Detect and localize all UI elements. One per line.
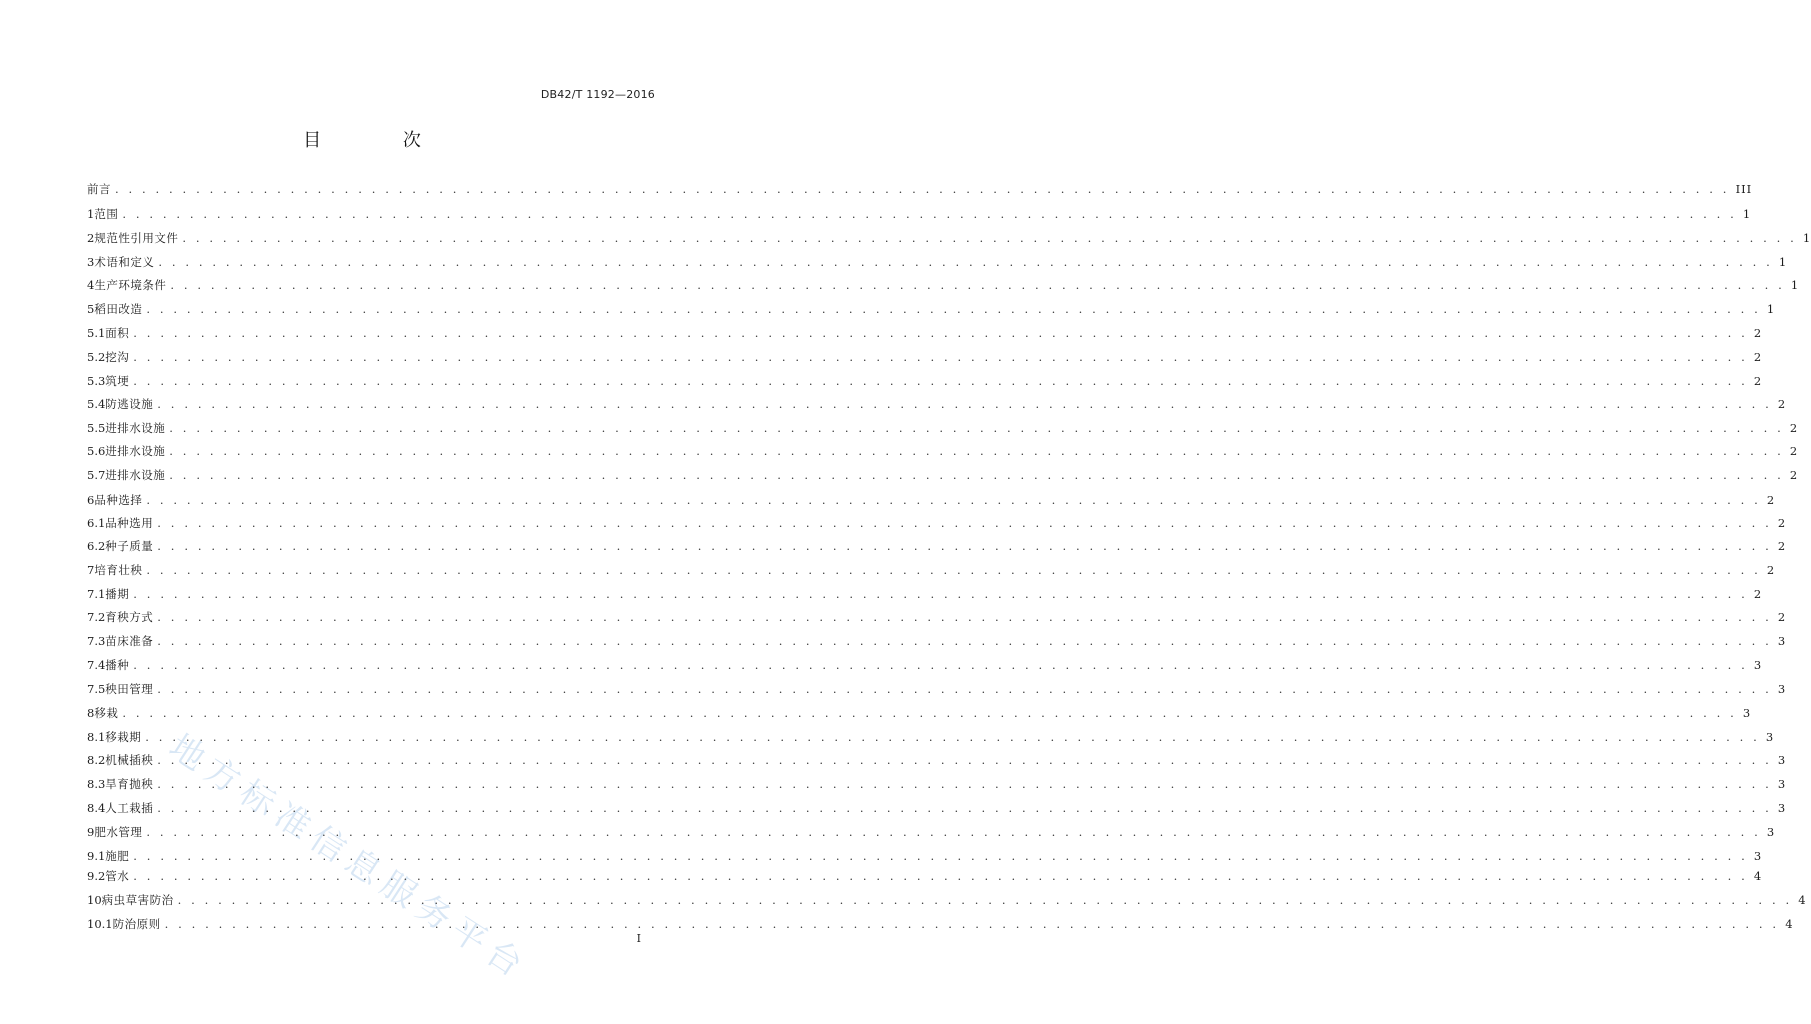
dot-leader: . . . . . . . . . . . . . . . . . . . . . . . . . . . . . . . . . . . . . . . . . . . . . . . . . . . . . . . . . . . . . . . . . . . . . . . . . . . . . . . . . . . . . . . . . . . . . . . . . . . . . . . . . . . . . . . . . . . . . . . . (157, 753, 1772, 767)
toc-entry-page: 2 (1789, 468, 1799, 482)
dot-leader: . . . . . . . . . . . . . . . . . . . . . . . . . . . . . . . . . . . . . . . . . . . . . . . . . . . . . . . . . . . . . . . . . . . . . . . . . . . . . . . . . . . . . . . . . . . . . . . . . . . . . . . . . . . . . . . . . . . . . . . . (146, 563, 1761, 577)
dot-leader: . . . . . . . . . . . . . . . . . . . . . . . . . . . . . . . . . . . . . . . . . . . . . . . . . . . . . . . . . . . . . . . . . . . . . . . . . . . . . . . . . . . . . . . . . . . . . . . . . . . . . . . . . . . . . . . . . . . . . . . . (133, 658, 1748, 672)
toc-entry[interactable] (87, 180, 1753, 198)
toc-entry-label: 管水 (105, 869, 130, 883)
toc-entry-page: III (1735, 182, 1753, 196)
toc-entry-number: 5.1 (87, 326, 106, 340)
toc-entry-page: 1 (1742, 207, 1752, 221)
toc-entry-label: 面积 (105, 326, 130, 340)
toc-entry-page: 3 (1753, 658, 1763, 672)
toc-entry-number: 5.2 (87, 350, 106, 364)
toc-entry-page: 1 (1778, 255, 1788, 269)
toc-entry-page: 2 (1766, 493, 1776, 507)
toc-entry-label: 移栽 (94, 706, 119, 720)
dot-leader: . . . . . . . . . . . . . . . . . . . . . . . . . . . . . . . . . . . . . . . . . . . . . . . . . . . . . . . . . . . . . . . . . . . . . . . . . . . . . . . . . . . . . . . . . . . . . . . . . . . . . . . . . . . . . . . . . . . . . . . . (164, 917, 1780, 931)
dot-leader: . . . . . . . . . . . . . . . . . . . . . . . . . . . . . . . . . . . . . . . . . . . . . . . . . . . . . . . . . . . . . . . . . . . . . . . . . . . . . . . . . . . . . . . . . . . . . . . . . . . . . . . . . . . . . . . . . . . . . . . . (133, 869, 1748, 883)
toc-entry-page: 4 (1798, 893, 1807, 907)
toc-entry-label: 筑埂 (105, 374, 130, 388)
toc-entry[interactable] (87, 372, 1763, 390)
dot-leader: . . . . . . . . . . . . . . . . . . . . . . . . . . . . . . . . . . . . . . . . . . . . . . . . . . . . . . . . . . . . . . . . . . . . . . . . . . . . . . . . . . . . . . . . . . . . . . . . . . . . . . . . . . . . . . . . . . . . . . . . (146, 302, 1761, 316)
toc-entry[interactable] (87, 561, 1776, 579)
toc-entry-number: 9.2 (87, 869, 106, 883)
toc-entry[interactable] (87, 632, 1787, 650)
toc-entry-number: 8.4 (87, 801, 106, 815)
toc-entry-label: 防逃设施 (105, 397, 154, 411)
toc-entry-page: 2 (1777, 539, 1787, 553)
dot-leader: . . . . . . . . . . . . . . . . . . . . . . . . . . . . . . . . . . . . . . . . . . . . . . . . . . . . . . . . . . . . . . . . . . . . . . . . . . . . . . . . . . . . . . . . . . . . . . . . . . . . . . . . . . . . . . . . . . . . . . . . (177, 893, 1793, 907)
toc-entry-number: 6 (87, 493, 95, 507)
toc-entry-page: 2 (1789, 444, 1799, 458)
toc-entry[interactable] (87, 891, 1807, 909)
dot-leader: . . . . . . . . . . . . . . . . . . . . . . . . . . . . . . . . . . . . . . . . . . . . . . . . . . . . . . . . . . . . . . . . . . . . . . . . . . . . . . . . . . . . . . . . . . . . . . . . . . . . . . . . . . . . . . . . . . . . . . . . (157, 610, 1772, 624)
toc-entry-number: 9.1 (87, 849, 106, 863)
toc-entry-label: 苗床准备 (105, 634, 154, 648)
toc-entry-label: 播期 (105, 587, 130, 601)
toc-entry[interactable] (87, 276, 1800, 294)
toc-entry-page: 2 (1777, 610, 1787, 624)
toc-entry[interactable] (87, 847, 1763, 865)
toc-entry-number: 7 (87, 563, 95, 577)
toc-entry[interactable] (87, 348, 1763, 366)
toc-entry-number: 5.6 (87, 444, 106, 458)
dot-leader: . . . . . . . . . . . . . . . . . . . . . . . . . . . . . . . . . . . . . . . . . . . . . . . . . . . . . . . . . . . . . . . . . . . . . . . . . . . . . . . . . . . . . . . . . . . . . . . . . . . . . . . . . . . . . . . . . . . . . . . . (133, 326, 1748, 340)
toc-entry[interactable] (87, 585, 1763, 603)
dot-leader: . . . . . . . . . . . . . . . . . . . . . . . . . . . . . . . . . . . . . . . . . . . . . . . . . . . . . . . . . . . . . . . . . . . . . . . . . . . . . . . . . . . . . . . . . . . . . . . . . . . . . . . . . . . . . . . . . . . . . . . . (146, 825, 1761, 839)
toc-entry-number: 10 (87, 893, 102, 907)
toc-entry-page: 3 (1777, 777, 1787, 791)
dot-leader: . . . . . . . . . . . . . . . . . . . . . . . . . . . . . . . . . . . . . . . . . . . . . . . . . . . . . . . . . . . . . . . . . . . . . . . . . . . . . . . . . . . . . . . . . . . . . . . . . . . . . . . . . . . . . . . . . . . . . . . . (157, 634, 1772, 648)
toc-entry[interactable] (87, 915, 1794, 933)
toc-entry-page: 1 (1802, 231, 1811, 245)
toc-entry-label: 进排水设施 (105, 421, 166, 435)
toc-entry-label: 培育壮秧 (94, 563, 143, 577)
toc-entry-page: 2 (1753, 374, 1763, 388)
toc-entry-label: 施肥 (105, 849, 130, 863)
toc-entry-number: 8.2 (87, 753, 106, 767)
dot-leader: . . . . . . . . . . . . . . . . . . . . . . . . . . . . . . . . . . . . . . . . . . . . . . . . . . . . . . . . . . . . . . . . . . . . . . . . . . . . . . . . . . . . . . . . . . . . . . . . . . . . . . . . . . . . . . . . . . . . . . . . (133, 350, 1748, 364)
toc-entry-page: 4 (1753, 869, 1763, 883)
toc-entry-page: 2 (1753, 587, 1763, 601)
toc-entry-number: 5.4 (87, 397, 106, 411)
dot-leader: . . . . . . . . . . . . . . . . . . . . . . . . . . . . . . . . . . . . . . . . . . . . . . . . . . . . . . . . . . . . . . . . . . . . . . . . . . . . . . . . . . . . . . . . . . . . . . . . . . . . . . . . . . . . . . . . . . . . . . . . (133, 374, 1748, 388)
toc-entry-label: 肥水管理 (94, 825, 143, 839)
dot-leader: . . . . . . . . . . . . . . . . . . . . . . . . . . . . . . . . . . . . . . . . . . . . . . . . . . . . . . . . . . . . . . . . . . . . . . . . . . . . . . . . . . . . . . . . . . . . . . . . . . . . . . . . . . . . . . . . . . . . . . . . (115, 182, 1730, 196)
toc-entry-number: 7.4 (87, 658, 106, 672)
toc-entry-page: 2 (1777, 516, 1787, 530)
dot-leader: . . . . . . . . . . . . . . . . . . . . . . . . . . . . . . . . . . . . . . . . . . . . . . . . . . . . . . . . . . . . . . . . . . . . . . . . . . . . . . . . . . . . . . . . . . . . . . . . . . . . . . . . . . . . . . . . . . . . . . . . (170, 278, 1785, 292)
dot-leader: . . . . . . . . . . . . . . . . . . . . . . . . . . . . . . . . . . . . . . . . . . . . . . . . . . . . . . . . . . . . . . . . . . . . . . . . . . . . . . . . . . . . . . . . . . . . . . . . . . . . . . . . . . . . . . . . . . . . . . . . (169, 421, 1784, 435)
toc-entry-label: 防治原则 (112, 917, 161, 931)
toc-entry-label: 播种 (105, 658, 130, 672)
document-code: DB42/T 1192—2016 (540, 88, 655, 101)
toc-entry-page: 3 (1765, 730, 1775, 744)
toc-entry-number: 5.5 (87, 421, 106, 435)
dot-leader: . . . . . . . . . . . . . . . . . . . . . . . . . . . . . . . . . . . . . . . . . . . . . . . . . . . . . . . . . . . . . . . . . . . . . . . . . . . . . . . . . . . . . . . . . . . . . . . . . . . . . . . . . . . . . . . . . . . . . . . . (157, 539, 1772, 553)
toc-entry[interactable] (87, 867, 1763, 885)
dot-leader: . . . . . . . . . . . . . . . . . . . . . . . . . . . . . . . . . . . . . . . . . . . . . . . . . . . . . . . . . . . . . . . . . . . . . . . . . . . . . . . . . . . . . . . . . . . . . . . . . . . . . . . . . . . . . . . . . . . . . . . . (122, 706, 1737, 720)
toc-entry-number: 4 (87, 278, 95, 292)
toc-entry-number: 5.7 (87, 468, 106, 482)
toc-entry-label: 规范性引用文件 (94, 231, 179, 245)
toc-entry-label: 稻田改造 (94, 302, 143, 316)
toc-entry-label: 机械插秧 (105, 753, 154, 767)
dot-leader: . . . . . . . . . . . . . . . . . . . . . . . . . . . . . . . . . . . . . . . . . . . . . . . . . . . . . . . . . . . . . . . . . . . . . . . . . . . . . . . . . . . . . . . . . . . . . . . . . . . . . . . . . . . . . . . . . . . . . . . . (122, 207, 1737, 221)
dot-leader: . . . . . . . . . . . . . . . . . . . . . . . . . . . . . . . . . . . . . . . . . . . . . . . . . . . . . . . . . . . . . . . . . . . . . . . . . . . . . . . . . . . . . . . . . . . . . . . . . . . . . . . . . . . . . . . . . . . . . . . . (133, 849, 1748, 863)
toc-entry[interactable] (87, 466, 1799, 484)
dot-leader: . . . . . . . . . . . . . . . . . . . . . . . . . . . . . . . . . . . . . . . . . . . . . . . . . . . . . . . . . . . . . . . . . . . . . . . . . . . . . . . . . . . . . . . . . . . . . . . . . . . . . . . . . . . . . . . . . . . . . . . . (157, 397, 1772, 411)
toc-entry-page: 3 (1766, 825, 1776, 839)
toc-entry-label: 病虫草害防治 (101, 893, 174, 907)
toc-entry-page: 2 (1789, 421, 1799, 435)
toc-entry[interactable] (87, 419, 1799, 437)
toc-entry-label: 品种选用 (105, 516, 154, 530)
toc-entry-number: 5 (87, 302, 95, 316)
toc-entry-number: 5.3 (87, 374, 106, 388)
toc-entry-number: 6.2 (87, 539, 106, 553)
toc-entry-label: 种子质量 (105, 539, 154, 553)
toc-entry-number: 2 (87, 231, 95, 245)
toc-entry[interactable] (87, 205, 1752, 223)
toc-entry[interactable] (87, 253, 1788, 271)
dot-leader: . . . . . . . . . . . . . . . . . . . . . . . . . . . . . . . . . . . . . . . . . . . . . . . . . . . . . . . . . . . . . . . . . . . . . . . . . . . . . . . . . . . . . . . . . . . . . . . . . . . . . . . . . . . . . . . . . . . . . . . . (157, 516, 1772, 530)
toc-entry-page: 4 (1785, 917, 1794, 931)
toc-entry-page: 2 (1766, 563, 1776, 577)
toc-entry-label: 前言 (87, 182, 111, 196)
toc-entry[interactable] (87, 537, 1787, 555)
toc-entry[interactable] (87, 514, 1787, 532)
toc-entry-label: 人工栽插 (105, 801, 154, 815)
toc-entry-page: 1 (1766, 302, 1776, 316)
toc-entry-page: 3 (1777, 682, 1787, 696)
toc-entry-page: 3 (1753, 849, 1763, 863)
toc-entry[interactable] (87, 751, 1787, 769)
toc-entry-number: 3 (87, 255, 95, 269)
toc-entry[interactable] (87, 656, 1763, 674)
toc-entry[interactable] (87, 728, 1775, 746)
toc-entry-number: 10.1 (87, 917, 113, 931)
toc-entry-label: 范围 (94, 207, 119, 221)
toc-entry-label: 术语和定义 (94, 255, 155, 269)
watermark: 地方标准信息服务平台 (161, 726, 536, 990)
toc-entry-page: 3 (1777, 801, 1787, 815)
toc-entry-page: 3 (1777, 753, 1787, 767)
toc-entry[interactable] (87, 775, 1787, 793)
dot-leader: . . . . . . . . . . . . . . . . . . . . . . . . . . . . . . . . . . . . . . . . . . . . . . . . . . . . . . . . . . . . . . . . . . . . . . . . . . . . . . . . . . . . . . . . . . . . . . . . . . . . . . . . . . . . . . . . . . . . . . . . (169, 468, 1784, 482)
toc-entry-number: 9 (87, 825, 95, 839)
toc-entry-number: 7.3 (87, 634, 106, 648)
toc-entry-number: 7.5 (87, 682, 106, 696)
page-number: I (636, 932, 641, 945)
toc-entry[interactable] (87, 823, 1776, 841)
toc-entry-label: 进排水设施 (105, 468, 166, 482)
toc-entry[interactable] (87, 704, 1752, 722)
toc-entry-number: 8.1 (87, 730, 106, 744)
toc-entry-page: 2 (1753, 326, 1763, 340)
toc-entry[interactable] (87, 799, 1787, 817)
dot-leader: . . . . . . . . . . . . . . . . . . . . . . . . . . . . . . . . . . . . . . . . . . . . . . . . . . . . . . . . . . . . . . . . . . . . . . . . . . . . . . . . . . . . . . . . . . . . . . . . . . . . . . . . . . . . . . . . . . . . . . . . (157, 777, 1772, 791)
toc-title: 目 次 (303, 130, 459, 151)
toc-entry[interactable] (87, 324, 1763, 342)
toc-entry-label: 育秧方式 (105, 610, 154, 624)
dot-leader: . . . . . . . . . . . . . . . . . . . . . . . . . . . . . . . . . . . . . . . . . . . . . . . . . . . . . . . . . . . . . . . . . . . . . . . . . . . . . . . . . . . . . . . . . . . . . . . . . . . . . . . . . . . . . . . . . . . . . . . . (157, 682, 1772, 696)
toc-entry[interactable] (87, 608, 1787, 626)
toc-entry[interactable] (87, 680, 1787, 698)
toc-entry[interactable] (87, 395, 1787, 413)
toc-entry-page: 2 (1753, 350, 1763, 364)
toc-entry-number: 7.2 (87, 610, 106, 624)
toc-entry-label: 旱育抛秧 (105, 777, 154, 791)
dot-leader: . . . . . . . . . . . . . . . . . . . . . . . . . . . . . . . . . . . . . . . . . . . . . . . . . . . . . . . . . . . . . . . . . . . . . . . . . . . . . . . . . . . . . . . . . . . . . . . . . . . . . . . . . . . . . . . . . . . . . . . . (158, 255, 1773, 269)
toc-entry-page: 3 (1742, 706, 1752, 720)
toc-entry-number: 8 (87, 706, 95, 720)
dot-leader: . . . . . . . . . . . . . . . . . . . . . . . . . . . . . . . . . . . . . . . . . . . . . . . . . . . . . . . . . . . . . . . . . . . . . . . . . . . . . . . . . . . . . . . . . . . . . . . . . . . . . . . . . . . . . . . . . . . . . . . . (146, 493, 1761, 507)
toc-entry-label: 挖沟 (105, 350, 130, 364)
toc-entry-number: 8.3 (87, 777, 106, 791)
dot-leader: . . . . . . . . . . . . . . . . . . . . . . . . . . . . . . . . . . . . . . . . . . . . . . . . . . . . . . . . . . . . . . . . . . . . . . . . . . . . . . . . . . . . . . . . . . . . . . . . . . . . . . . . . . . . . . . . . . . . . . . . (133, 587, 1748, 601)
toc-entry[interactable] (87, 300, 1776, 318)
toc-entry-label: 秧田管理 (105, 682, 154, 696)
toc-entry-label: 品种选择 (94, 493, 143, 507)
toc-entry[interactable] (87, 229, 1811, 247)
toc-entry[interactable] (87, 491, 1776, 509)
dot-leader: . . . . . . . . . . . . . . . . . . . . . . . . . . . . . . . . . . . . . . . . . . . . . . . . . . . . . . . . . . . . . . . . . . . . . . . . . . . . . . . . . . . . . . . . . . . . . . . . . . . . . . . . . . . . . . . . . . . . . . . . (182, 231, 1797, 245)
toc-entry-page: 1 (1790, 278, 1800, 292)
toc-entry-number: 7.1 (87, 587, 106, 601)
toc-entry[interactable] (87, 442, 1799, 460)
dot-leader: . . . . . . . . . . . . . . . . . . . . . . . . . . . . . . . . . . . . . . . . . . . . . . . . . . . . . . . . . . . . . . . . . . . . . . . . . . . . . . . . . . . . . . . . . . . . . . . . . . . . . . . . . . . . . . . . . . . . . . . . (169, 444, 1784, 458)
toc-entry-page: 3 (1777, 634, 1787, 648)
toc-entry-label: 进排水设施 (105, 444, 166, 458)
dot-leader: . . . . . . . . . . . . . . . . . . . . . . . . . . . . . . . . . . . . . . . . . . . . . . . . . . . . . . . . . . . . . . . . . . . . . . . . . . . . . . . . . . . . . . . . . . . . . . . . . . . . . . . . . . . . . . . . . . . . . . . . (145, 730, 1760, 744)
dot-leader: . . . . . . . . . . . . . . . . . . . . . . . . . . . . . . . . . . . . . . . . . . . . . . . . . . . . . . . . . . . . . . . . . . . . . . . . . . . . . . . . . . . . . . . . . . . . . . . . . . . . . . . . . . . . . . . . . . . . . . . . (157, 801, 1772, 815)
toc-entry-label: 生产环境条件 (94, 278, 167, 292)
toc-entry-number: 6.1 (87, 516, 106, 530)
toc-entry-page: 2 (1777, 397, 1787, 411)
toc-entry-number: 1 (87, 207, 95, 221)
toc-entry-label: 移栽期 (105, 730, 142, 744)
